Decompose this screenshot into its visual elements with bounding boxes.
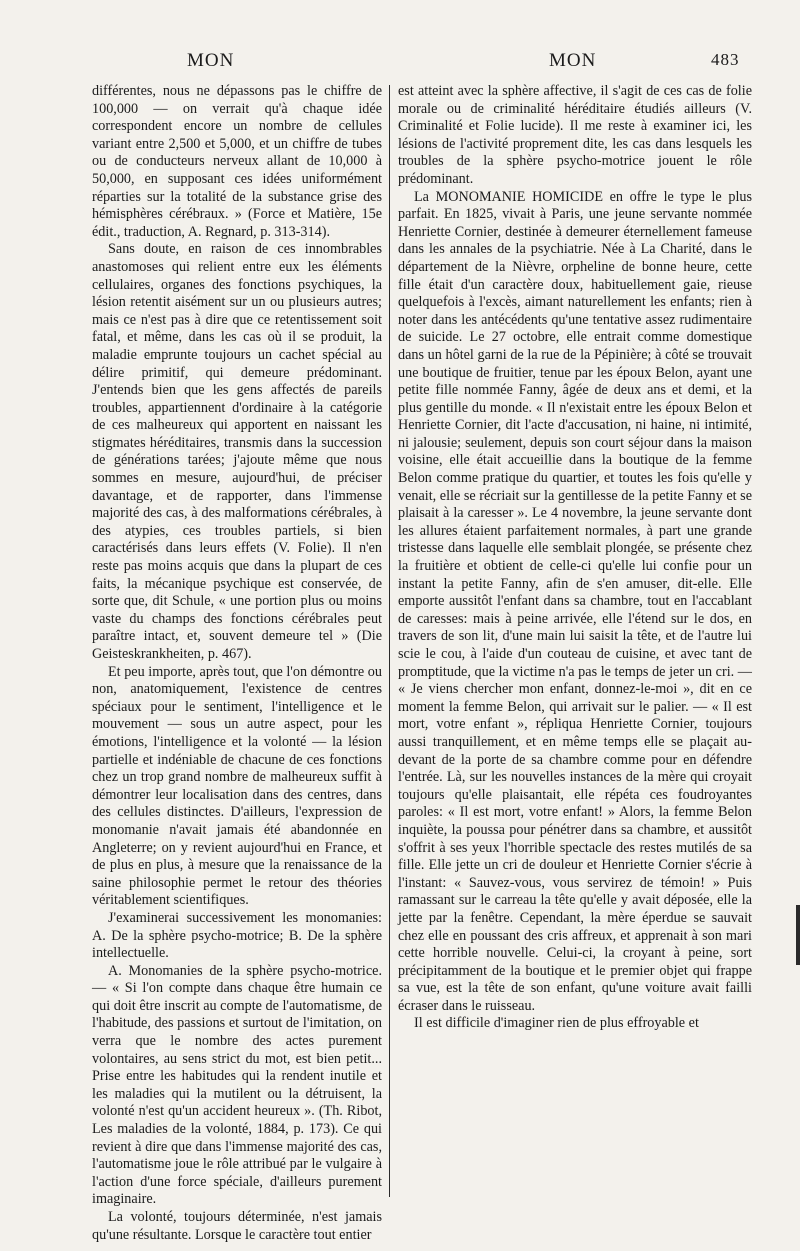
left-text-column <box>92 83 382 1243</box>
paragraph: J'examinerai successivement les monomanies: A. De la sphère psycho-motrice; B. De la sphère intellectuelle. <box>92 909 382 962</box>
paragraph: différentes, nous ne dépassons pas le chiffre de 100,000 — on verrait qu'à chaque idée correspondent encore un nombre de cellules variant entre 2,500 et 5,000, et un chiffre de tubes ou de conducteurs nerveux allant de 10,000 à 50,000, en supposant ces idées uniformément réparties sur la totalité de la substance grise des hémisphères cérébraux. » (Force et Matière, 15e édit., traduction, A. Regnard, p. 313-314). <box>92 83 382 240</box>
page-edge-mark <box>796 905 800 965</box>
paragraph: Sans doute, en raison de ces innombrables anastomoses qui relient entre eux les éléments cellulaires, organes des fonctions psychiques, la lésion retentit aisément sur un ou plusieurs autres; mais ce n'est pas à dire que ce retentissement soit fatal, et même, dans les cas où il se produit, la maladie emprunte toujours un cachet spécial au délire primitif, qui demeure prédominant. J'entends bien que les gens affectés de pareils troubles, appartiennent d'ordinaire à la catégorie de ces malheureux qui apportent en naissant les stigmates héréditaires, transmis dans la succession de générations tarées; j'ajoute même que nous sommes en mesure, aujourd'hui, de préciser davantage, et de rapporter, dans l'immense majorité des cas, à des malformations cérébrales, à des atypies, ces troubles partiels, si bien caractérisés dans leurs effets (V. Folie). Il n'en reste pas moins acquis que dans la plupart de ces faits, la mécanique psychique est conservée, de sorte que, dit Schule, « une portion plus ou moins vaste du champs des fonctions cérébrales peut paraître intact, et, souvent demeure tel » (Die Geisteskrankheiten, p. 467). <box>92 241 382 662</box>
paragraph: Il est difficile d'imaginer rien de plus effroyable et <box>414 1015 699 1032</box>
running-header-left: MON <box>187 50 235 71</box>
paragraph: La volonté, toujours déterminée, n'est jamais qu'une résultante. Lorsque le caractère tout entier <box>92 1209 382 1243</box>
column-divider <box>389 85 390 1197</box>
page-number: 483 <box>711 50 740 69</box>
paragraph: La MONOMANIE HOMICIDE en offre le type le plus parfait. En 1825, vivait à Paris, une jeune servante nommée Henriette Cornier, destinée à demeurer éternellement fameuse dans les annales de la psychiatrie. Née à La Charité, dans le département de la Nièvre, orpheline de bonne heure, cette fille était d'un caractère doux, habituellement gaie, rieuse quelquefois à l'excès, aimant naturellement les enfants; rien à noter dans les antécédents qu'une tentative assez rudimentaire de suicide. Le 27 octobre, elle entrait comme domestique dans un hôtel garni de la rue de la Pépinière; à côté se trouvait une boutique de fruitier, tenue par les époux Belon, ayant une petite fille nommée Fanny, âgée de deux ans et demi, et la plus gentille du monde. « Il n'existait entre les époux Belon et Henriette Cornier, dit l'acte d'accusation, ni haine, ni intimité, ni jalousie; seulement, depuis son court séjour dans la maison voisine, elle était accueillie dans la boutique de la femme Belon comme pratique du quartier, et toutes les fois qu'elle y venait, elle se récriait sur la gentillesse de la petite Fanny et se plaisait à la caresser ». Le 4 novembre, la jeune servante dont les allures étaient parfaitement normales, à part une grande tristesse dans laquelle elle semblait plongée, se présente chez la fruitière et obtient de celle-ci qu'elle lui confie pour un instant la petite Fanny, afin de s'en amuser, dit-elle. Elle emporte aussitôt l'enfant dans sa chambre, tout en l'accablant de caresses: mais à peine arrivée, elle l'étend sur le dos, en travers de son lit, d'une main lui saisit la tête, et de l'autre lui scie le cou, à l'aide d'un couteau de cuisine, et avec tant de promptitude, que la victime n'a pas le temps de jeter un cri. — « Je viens chercher mon enfant, donnez-le-moi », dit en ce moment la femme Belon, qui arrivait sur le palier. — « Il est mort, votre enfant », répliqua Henriette Cornier, toujours aussi tranquillement, et en même temps elle se plaçait au-devant de la porte de sa chambre comme pour en défendre l'entrée. Là, sur les nouvelles instances de la mère qui croyait toujours qu'elle plaisantait, elle répéta ces foudroyantes paroles: « Il est mort, votre enfant! » Alors, la femme Belon inquiète, la poussa pour pénétrer dans sa chambre, et aussitôt s'offrit à ses yeux l'horrible spectacle des restes mutilés de sa fille. Elle jette un cri de douleur et Henriette Cornier s'écrie à l'instant: « Sauvez-vous, vous servirez de témoin! » Puis ramassant sur le carreau la tête qu'elle y avait déposée, elle la jette par la fenêtre. Cependant, la mère éperdue se sauvait chez elle en poussant des cris affreux, et apprenait à son mari cette horrible nouvelle. Celui-ci, la croyant à peine, sort précipitamment de la boutique et le premier objet qui frappe sa vue, est la tête de son enfant, qu'une voiture avait failli écraser dans le ruisseau. <box>398 188 752 1014</box>
right-text-column <box>398 83 752 1208</box>
paragraph: Et peu importe, après tout, que l'on démontre ou non, anatomiquement, l'existence de centres spéciaux pour le sentiment, l'intelligence et le mouvement — sous un autre aspect, pour les émotions, l'intelligence et la volonté — la lésion partielle et indéniable de chacune de ces fonctions chez un trop grand nombre de malheureux suffit à démontrer leur localisation dans des centres, dans des cellules distinctes. D'ailleurs, l'expression de monomanie n'avait jamais été abandonnée en Angleterre; on y revient aujourd'hui en France, et de plus en plus, à mesure que la renaissance de la saine philosophie permet le retour des théories véritablement scientifiques. <box>92 663 382 909</box>
paragraph: est atteint avec la sphère affective, il s'agit de ces cas de folie morale ou de criminalité héréditaire étudiés ailleurs (V. Criminalité et Folie lucide). Il me reste à examiner ici, les lésions de l'activité proprement dite, les cas dans lesquels les troubles de la sphère psycho-motrice jouent le rôle prédominant. <box>398 83 752 187</box>
paragraph: A. Monomanies de la sphère psycho-motrice. — « Si l'on compte dans chaque être humain ce qui doit être inscrit au compte de l'automatisme, de l'habitude, des passions et surtout de l'imitation, on verra que le nombre des actes purement volontaires, au sens strict du mot, est bien petit... Prise entre les habitudes qui la rendent inutile et les maladies qui la mutilent ou la détruisent, la volonté n'est qu'un accident heureux ». (Th. Ribot, Les maladies de la volonté, 1884, p. 173). Ce qui revient à dire que dans l'immense majorité des cas, l'automatisme joue le rôle attribué par le vulgaire à l'action d'une force spéciale, d'ailleurs purement imaginaire. <box>92 962 382 1208</box>
running-header-right: MON <box>549 50 597 71</box>
